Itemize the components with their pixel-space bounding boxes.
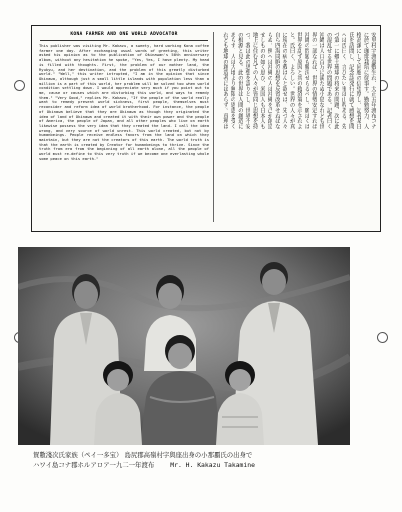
japanese-text-column: と。氏曰く、よろしい。世界の人々が真 — [288, 32, 295, 130]
japanese-text-column: れども地球の創造者にはあらず。真理は — [222, 32, 228, 130]
binder-hole-left — [14, 80, 25, 91]
photo-caption-line-2 — [33, 460, 383, 469]
binder-hole-right — [377, 332, 388, 343]
japanese-text-column: の混乱せる世界の問題である。記者曰く — [325, 32, 332, 130]
family-photo — [18, 247, 350, 445]
japanese-text-column: づ第一に郷土琉球の将来の問題、次に此 — [333, 32, 339, 130]
japanese-article — [218, 32, 376, 226]
japanese-text-column: つ。我は此の思想を誤りとし、世界不安 — [244, 32, 251, 130]
japanese-text-column: の根源と見る。此の世界は人間の創造に — [236, 32, 243, 130]
japanese-text-column: 地上に住む凡ての人々が皆同じ思想を持 — [251, 32, 258, 130]
photo-caption-name: Mr. H. Kakazu Takamine — [170, 461, 255, 469]
japanese-text-column: 氏を訪問し、記念誌発行に就て感想を問 — [347, 32, 354, 130]
japanese-text-column: 沖縄の問題も解決せらるべし。願はくは — [303, 32, 310, 130]
japanese-text-column: 世界を乱す原因と其の救済策を示されよ — [296, 32, 302, 130]
column-divider — [213, 32, 214, 222]
newspaper-clipping — [31, 25, 381, 232]
japanese-text-column: 沖縄は人口百万に満たぬ小島なれども世 — [318, 32, 325, 130]
family-photo-image — [18, 247, 350, 445]
japanese-text-column: 界の一部なれば、世界の情勢安定すれば — [310, 32, 317, 130]
japanese-text-column: 自ら四海同胞の思想を反省改革せねばな — [273, 32, 280, 130]
japanese-text-column: 格高潔にして同胞の信望厚し。記者某日 — [355, 32, 362, 130]
japanese-text-column: あらず、人は大地より無限の恩恵を受く — [229, 32, 236, 130]
english-article — [36, 30, 212, 216]
japanese-text-column: へば氏曰く、言ひたい事は山程ある。先 — [340, 32, 347, 130]
japanese-text-column: せしものの如く思ひ、米国人も日本人も — [259, 32, 265, 130]
article-headline: KONA FARMER AND ONE WORLD ADVOCATOR — [70, 32, 178, 37]
photo-caption-line-1: 賀數淺次氏家族（ペイ一多宝） 島尻郡高嶺村字與座出身の小那覇氏の出身で — [33, 451, 253, 459]
japanese-text-column: らぬ。例へば沖縄の人は沖縄を己が創造 — [266, 32, 273, 130]
photo-caption-japanese: ハワイ島コナ郡ホルアロア一九二一年渡布 — [33, 461, 155, 469]
japanese-text-column: に現在の病を救はんと欲せば、先づ人々 — [281, 32, 288, 130]
japanese-text-column: に於て珈琲栽培に従事す。勤勉努力、人 — [362, 32, 369, 130]
article-body: This publisher was visiting Mr. Kakazu, a sweety, hard working Kona coffee farmer one day. After exchanging usual words of greeting, this writer asked his opinion as to the publication of Okinawan's 50th anniversary album, without any hesitation he spoke, "Yes, Yes, I have plenty. My head is filled with thoughts. First, the problem of our mother land, the Ryukyu, and her destination, and the problem of this greatly disturbed world." "Well," this writer intrupted, "I am in the opinion that since Okinawa, although just a small little islands with population less than a million is a part of this world, her problem will be solved too when world condition settling down. I would appreciate very much if you point out to me, cause or causes which are disturbing this world, and ways to remedy them." "Very Good," replies Mr. Kakazu, "If the people of the world really want to remedy present world sickness, first people, themselves must reconsider and reform idea of world brotherhood. For instance, the people of Okinawa believe that they are Okinawa as though they originated the idea of land of Okinawa and created it with their own power and the people of America, the people of Japan, and all other peoples who live on earth likewise possess the very idea that they created the land. I call the idea wrong, and very source of world unrest. This world created, but not by humanbeings. People receive endless favors from the land on which they maintain, but they are not the creators of this earth. The world truth is that the earth is created by Creator for humanbeings to thrive. Since the truth from era from the beginning of all earth alone, all the people of world must re-define to this very truth if we become one everlasting whole some peace on this earth." — [39, 43, 209, 161]
headline-rule — [40, 40, 208, 41]
japanese-text-column: 安里村宇渡嘉敷生れ、大正五年渡布コナ — [370, 32, 376, 130]
